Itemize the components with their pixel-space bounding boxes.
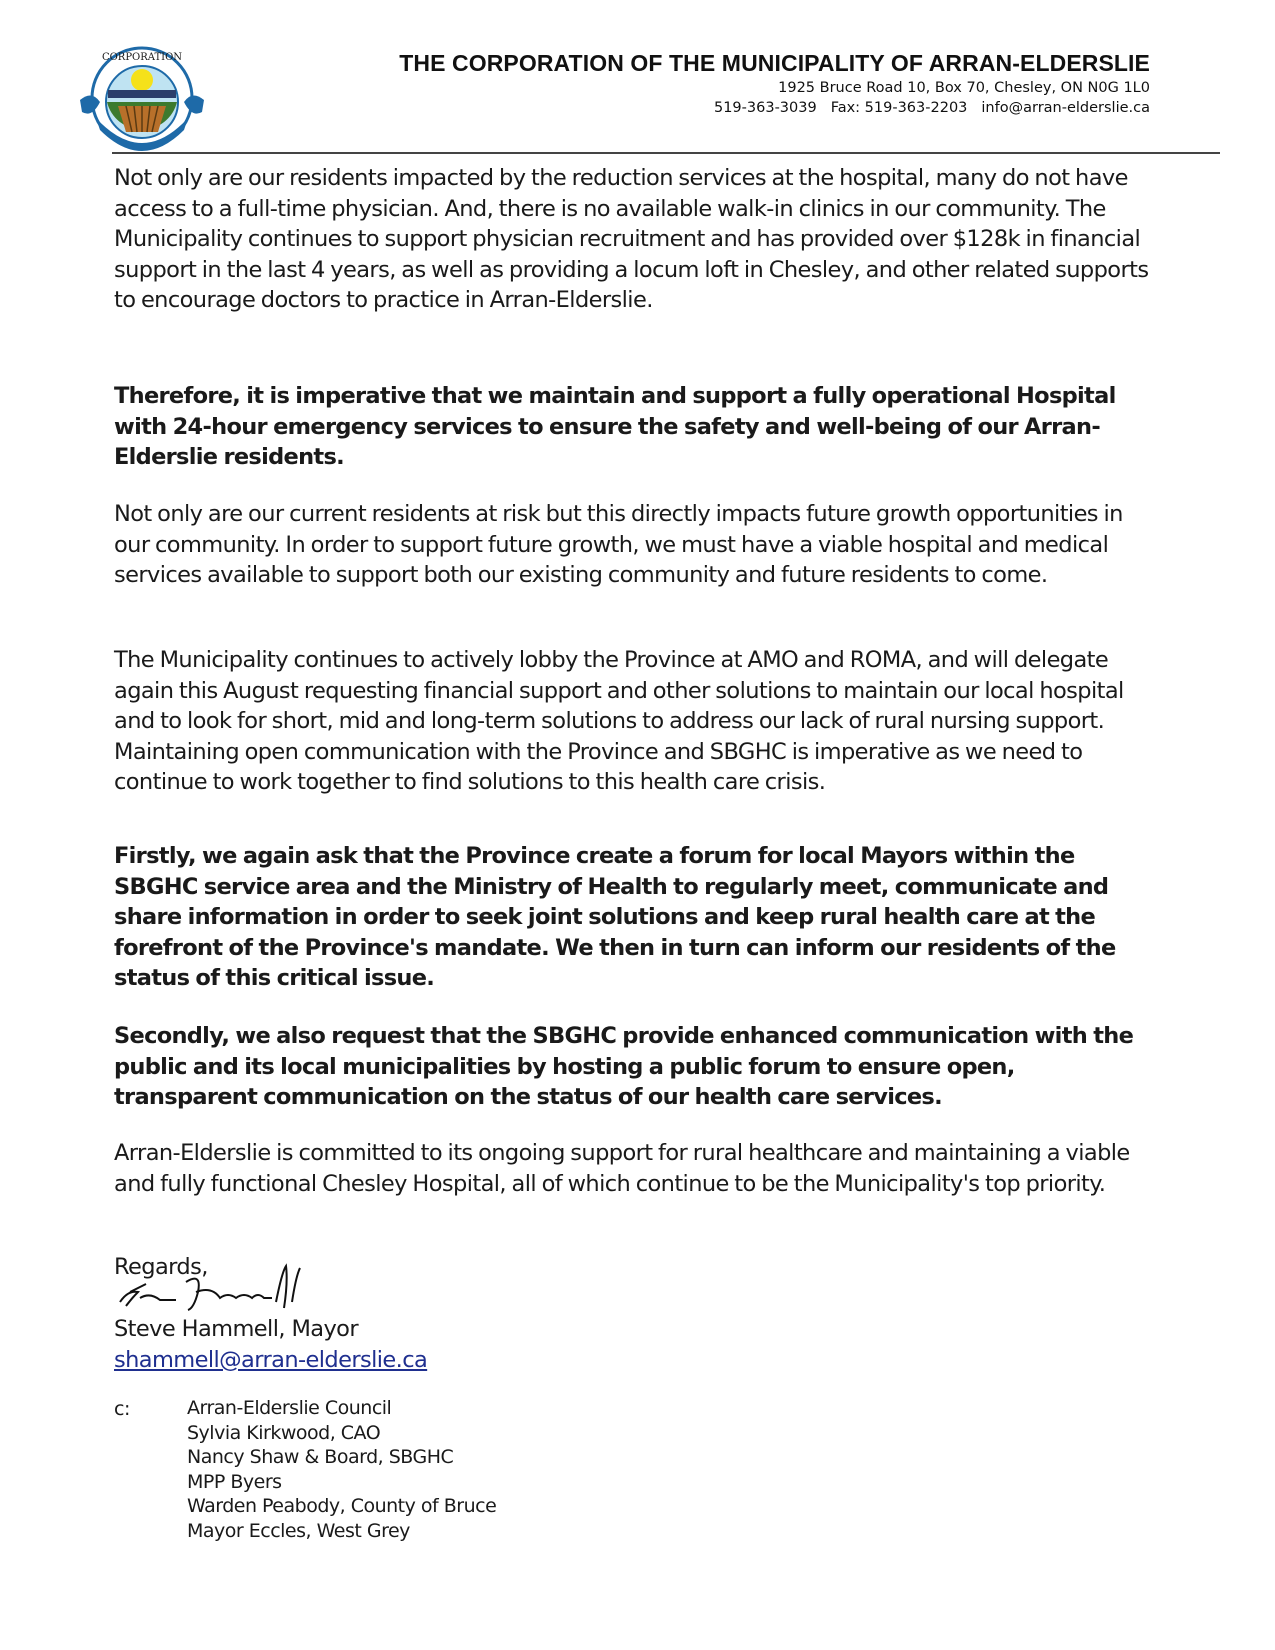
organization-address: 1925 Bruce Road 10, Box 70, Chesley, ON N0G 1L0 xyxy=(778,80,1150,96)
salutation: Regards, xyxy=(114,1254,208,1280)
paragraph-hospital-imperative: Therefore, it is imperative that we maintain and support a fully operational Hospital with 24-hour emergency services to ensure the safety and well-being of our Arran-Elderslie residents. xyxy=(114,383,1116,470)
cc-recipient: Mayor Eccles, West Grey xyxy=(187,1519,410,1542)
signer-name: Steve Hammell, Mayor xyxy=(114,1316,358,1342)
seal-text: CORPORATION xyxy=(101,52,183,63)
cc-recipient: Sylvia Kirkwood, CAO xyxy=(187,1421,381,1444)
organization-title: THE CORPORATION OF THE MUNICIPALITY OF ARRAN-ELDERSLIE xyxy=(399,50,1150,76)
paragraph-physician-access: Not only are our residents impacted by the reduction services at the hospital, many do not have access to a full-time physician. And, there is no available walk-in clinics in our community. The Municipality continues to support physician recruitment and has provided over $128k in financial support in the last 4 years, as well as providing a locum loft in Chesley, and other related supports to encourage doctors to practice in Arran-Elderslie. xyxy=(114,165,1149,313)
cc-recipient: Arran-Elderslie Council xyxy=(187,1397,392,1419)
paragraph-firstly-request: Firstly, we again ask that the Province create a forum for local Mayors within the SBGHC service area and the Ministry of Health to regularly meet, communicate and share information in order to seek joint solutions and keep rural health care at the forefront of the Province's mandate. We then in turn can inform our residents of the status of this critical issue. xyxy=(114,843,1116,991)
phone-number: 519-363-3039 xyxy=(713,100,817,116)
cc-label: c: xyxy=(114,1398,131,1420)
cc-recipient: Nancy Shaw & Board, SBGHC xyxy=(187,1446,454,1468)
paragraph-future-growth: Not only are our current residents at risk but this directly impacts future growth opportunities in our community. In order to support future growth, we must have a viable hospital and medical services available to support both our existing community and future residents to come. xyxy=(114,501,1123,588)
header-divider xyxy=(112,152,1220,154)
cc-recipient: Warden Peabody, County of Bruce xyxy=(187,1495,497,1517)
signer-email-link[interactable]: shammell@arran-elderslie.ca xyxy=(114,1347,428,1373)
cc-recipient: MPP Byers xyxy=(187,1470,282,1493)
handwritten-signature xyxy=(116,1262,306,1312)
corporation-seal-logo xyxy=(72,40,212,158)
paragraph-lobbying: The Municipality continues to actively lobby the Province at AMO and ROMA, and will delegate again this August requesting financial support and other solutions to maintain our local hospital and to look for short, mid and long-term solutions to address our lack of rural nursing support. Maintaining open communication with the Province and SBGHC is imperative as we need to continue to work together to find solutions to this health care crisis. xyxy=(114,647,1124,795)
organization-contact xyxy=(714,100,1150,116)
fax-number: Fax: 519-363-2203 xyxy=(830,100,968,116)
paragraph-commitment: Arran-Elderslie is committed to its ongoing support for rural healthcare and maintaining a viable and fully functional Chesley Hospital, all of which continue to be the Municipality's top priority. xyxy=(114,1140,1130,1197)
cc-recipient-list xyxy=(187,1396,496,1543)
paragraph-secondly-request: Secondly, we also request that the SBGHC provide enhanced communication with the public and its local municipalities by hosting a public forum to ensure open, transparent communication on the status of our health care services. xyxy=(114,1023,1134,1110)
contact-email[interactable]: info@arran-elderslie.ca xyxy=(981,100,1150,116)
